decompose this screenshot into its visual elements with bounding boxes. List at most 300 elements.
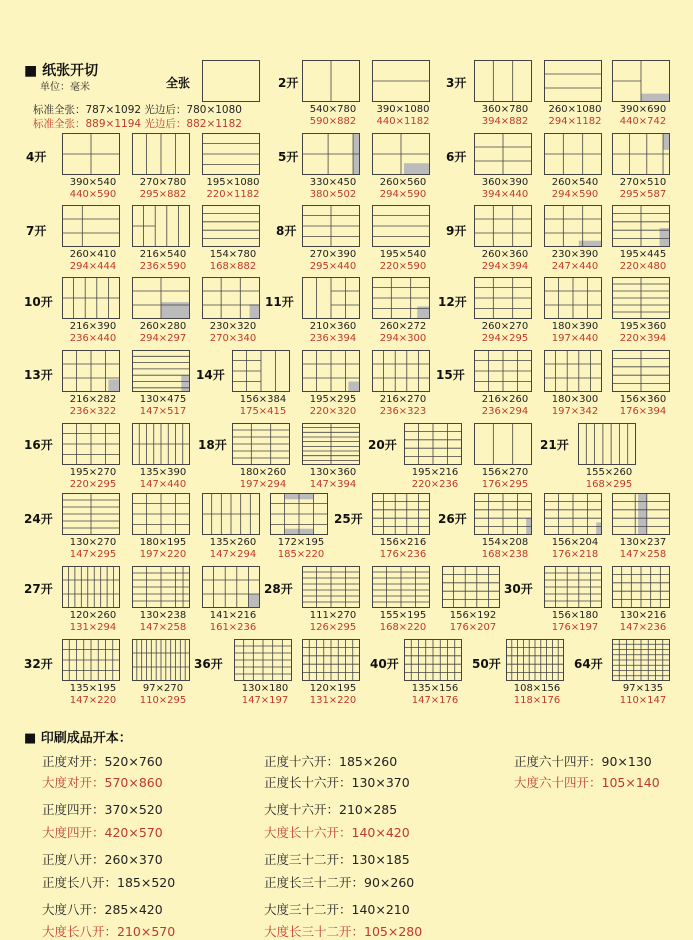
cut-diagram [234, 639, 292, 681]
cut-diagram [474, 277, 532, 319]
cut-item [474, 423, 536, 491]
size-standard: 130×475 [139, 394, 187, 405]
cut-item [62, 277, 124, 345]
cut-diagram [372, 133, 430, 175]
print-size-item: 正度长三十二开：90×260 [264, 875, 415, 890]
size-standard: 330×450 [309, 177, 357, 188]
size-standard: 260×410 [69, 249, 117, 260]
cut-diagram [302, 639, 360, 681]
cut-label-12: 13开 [24, 368, 53, 382]
cut-item [62, 350, 124, 418]
size-large: 147×440 [139, 479, 187, 490]
cut-diagram [62, 350, 120, 392]
size-standard: 216×540 [139, 249, 187, 260]
cut-item [132, 493, 194, 561]
cut-item [506, 639, 568, 707]
cut-diagram [232, 423, 290, 465]
size-standard: 135×390 [139, 467, 187, 478]
cut-item [302, 133, 364, 201]
cut-item [132, 423, 194, 491]
cut-label-21: 26开 [438, 512, 467, 526]
cut-item [612, 60, 674, 128]
size-large: 131×220 [309, 695, 357, 706]
cut-item [372, 566, 434, 634]
size-standard: 260×1080 [548, 104, 602, 115]
size-large: 294×300 [379, 333, 427, 344]
size-standard: 97×270 [142, 683, 184, 694]
cut-item [442, 566, 504, 634]
cut-diagram [62, 423, 120, 465]
size-standard: 97×135 [622, 683, 664, 694]
print-size-item: 大度六十四开：105×140 [514, 775, 660, 790]
cut-item [202, 493, 264, 561]
size-standard: 260×270 [481, 321, 529, 332]
size-large: 220×480 [619, 261, 667, 272]
cut-diagram [474, 423, 532, 465]
waste-area [404, 163, 430, 175]
size-large: 236×440 [69, 333, 117, 344]
cut-diagram [132, 639, 190, 681]
cut-diagram [474, 493, 532, 535]
cut-diagram [404, 423, 462, 465]
cut-diagram [202, 493, 260, 535]
cut-diagram [302, 566, 360, 608]
section-title-cut: ■ 纸张开切 [24, 63, 99, 79]
print-size-item: 大度四开：420×570 [42, 825, 163, 840]
size-standard: 216×390 [69, 321, 117, 332]
cut-item [62, 639, 124, 707]
print-size-item: 正度八开：260×370 [42, 852, 163, 867]
standard-full-size: 标准全张：787×1092 光边后：780×1080 [33, 104, 242, 116]
cut-label-7: 8开 [276, 224, 297, 238]
cut-diagram [62, 133, 120, 175]
size-standard: 154×208 [481, 537, 529, 548]
print-size-item: 大度长八开：210×570 [42, 924, 176, 939]
size-large: 161×236 [209, 622, 257, 633]
cut-label-14: 15开 [436, 368, 465, 382]
cut-label-19: 24开 [24, 512, 53, 526]
cut-item [544, 566, 606, 634]
cut-item [544, 277, 606, 345]
size-standard: 135×260 [209, 537, 257, 548]
cut-diagram [544, 493, 602, 535]
cut-item [302, 60, 364, 128]
print-size-item: 正度十六开：185×260 [264, 754, 398, 769]
cut-label-28: 50开 [472, 657, 501, 671]
cut-diagram [372, 493, 430, 535]
cut-diagram [302, 205, 360, 247]
size-large: 176×218 [551, 549, 599, 560]
size-large: 295×440 [309, 261, 357, 272]
size-large: 176×394 [619, 406, 667, 417]
size-large: 294×444 [69, 261, 117, 272]
cut-item [302, 350, 364, 418]
cut-diagram [544, 566, 602, 608]
cut-label-26: 36开 [194, 657, 223, 671]
cut-item [372, 60, 434, 128]
size-standard: 156×180 [551, 610, 599, 621]
cut-label-3: 4开 [26, 150, 47, 164]
cut-diagram [544, 205, 602, 247]
cut-item [544, 205, 606, 273]
cut-item [474, 133, 536, 201]
cut-diagram [474, 133, 532, 175]
size-large: 294×1182 [548, 116, 602, 127]
size-standard: 180×300 [551, 394, 599, 405]
cut-diagram [232, 350, 290, 392]
cut-diagram [132, 205, 190, 247]
cut-item [474, 493, 536, 561]
size-standard: 216×260 [481, 394, 529, 405]
cut-diagram [372, 277, 430, 319]
size-large: 168×295 [585, 479, 633, 490]
size-large: 176×295 [481, 479, 529, 490]
size-large: 175×415 [239, 406, 287, 417]
cut-diagram [612, 350, 670, 392]
cut-label-0: 全张 [166, 76, 191, 90]
cut-item [372, 350, 434, 418]
cut-item [404, 639, 466, 707]
size-large: 147×517 [139, 406, 187, 417]
cut-label-5: 6开 [446, 150, 467, 164]
cut-item [544, 133, 606, 201]
size-standard: 141×216 [209, 610, 257, 621]
size-standard: 130×216 [619, 610, 667, 621]
size-large: 147×197 [241, 695, 289, 706]
cut-item [270, 493, 332, 561]
size-large: 131×294 [69, 622, 117, 633]
size-large: 185×220 [277, 549, 325, 560]
size-standard: 172×195 [277, 537, 325, 548]
cut-diagram [302, 350, 360, 392]
cut-diagram [612, 277, 670, 319]
cut-diagram [612, 205, 670, 247]
size-large: 197×440 [551, 333, 599, 344]
cut-diagram [442, 566, 500, 608]
size-standard: 130×270 [69, 537, 117, 548]
cut-item [132, 639, 194, 707]
cut-diagram [578, 423, 636, 465]
cut-item [132, 350, 194, 418]
size-standard: 390×1080 [376, 104, 430, 115]
size-large: 294×590 [551, 189, 599, 200]
size-standard: 156×384 [239, 394, 287, 405]
size-large: 236×590 [139, 261, 187, 272]
size-large: 118×176 [513, 695, 561, 706]
size-large: 236×322 [69, 406, 117, 417]
cut-label-20: 25开 [334, 512, 363, 526]
size-standard: 195×360 [619, 321, 667, 332]
cut-item [612, 566, 674, 634]
print-size-item: 大度长三十二开：105×280 [264, 924, 423, 939]
cut-diagram [506, 639, 564, 681]
cut-item [544, 60, 606, 128]
size-standard: 130×237 [619, 537, 667, 548]
size-large: 110×147 [619, 695, 667, 706]
cut-item [612, 277, 674, 345]
cut-item [62, 133, 124, 201]
size-large: 394×882 [481, 116, 529, 127]
size-standard: 130×360 [309, 467, 357, 478]
cut-item [612, 639, 674, 707]
cut-diagram [544, 350, 602, 392]
size-standard: 270×390 [309, 249, 357, 260]
waste-area [663, 133, 670, 150]
cut-label-25: 32开 [24, 657, 53, 671]
waste-area [248, 594, 260, 608]
size-standard: 120×195 [309, 683, 357, 694]
cut-label-11: 12开 [438, 295, 467, 309]
cut-item [302, 639, 364, 707]
cut-diagram [404, 639, 462, 681]
size-large: 220×236 [411, 479, 459, 490]
print-size-item: 正度长十六开：130×370 [264, 775, 410, 790]
cut-diagram [474, 205, 532, 247]
large-full-size: 标准全张：889×1194 光边后：882×1182 [33, 118, 242, 130]
cut-item [202, 205, 264, 273]
size-standard: 135×195 [69, 683, 117, 694]
cut-diagram [132, 350, 190, 392]
cut-diagram [612, 566, 670, 608]
cut-label-8: 9开 [446, 224, 467, 238]
size-large: 440×742 [619, 116, 667, 127]
cut-diagram [202, 60, 260, 102]
cut-item [544, 350, 606, 418]
size-large: 294×394 [481, 261, 529, 272]
size-standard: 540×780 [309, 104, 357, 115]
print-size-item: 大度八开：285×420 [42, 902, 163, 917]
size-large: 440×1182 [376, 116, 430, 127]
print-size-item: 大度三十二开：140×210 [264, 902, 410, 917]
size-standard: 390×540 [69, 177, 117, 188]
print-size-item: 正度长八开：185×520 [42, 875, 176, 890]
cut-label-22: 27开 [24, 582, 53, 596]
size-standard: 230×390 [551, 249, 599, 260]
cut-item [612, 350, 674, 418]
cut-item [474, 350, 536, 418]
cut-item [578, 423, 640, 491]
cut-diagram [612, 493, 670, 535]
size-standard: 270×510 [619, 177, 667, 188]
cut-diagram [544, 277, 602, 319]
cut-diagram [132, 277, 190, 319]
size-large: 168×238 [481, 549, 529, 560]
size-large: 236×323 [379, 406, 427, 417]
cut-diagram [474, 60, 532, 102]
size-standard: 156×204 [551, 537, 599, 548]
cut-item [132, 566, 194, 634]
cut-item [612, 205, 674, 273]
cut-item [62, 205, 124, 273]
size-standard: 270×780 [139, 177, 187, 188]
cut-item [234, 639, 296, 707]
size-large: 147×236 [619, 622, 667, 633]
size-standard: 195×270 [69, 467, 117, 478]
size-standard: 260×540 [551, 177, 599, 188]
size-large: 294×297 [139, 333, 187, 344]
size-standard: 156×360 [619, 394, 667, 405]
waste-area [250, 304, 260, 319]
cut-item [474, 60, 536, 128]
cut-diagram [132, 133, 190, 175]
print-size-item: 正度六十四开：90×130 [514, 754, 652, 769]
cut-diagram [270, 493, 328, 535]
cut-diagram [372, 60, 430, 102]
cut-label-2: 3开 [446, 76, 467, 90]
size-large: 126×295 [309, 622, 357, 633]
cut-label-18: 21开 [540, 438, 569, 452]
size-standard: 195×216 [411, 467, 459, 478]
size-large: 270×340 [209, 333, 257, 344]
cut-item [132, 277, 194, 345]
size-standard: 111×270 [309, 610, 357, 621]
cut-item [302, 566, 364, 634]
size-standard: 135×156 [411, 683, 459, 694]
size-standard: 180×195 [139, 537, 187, 548]
size-standard: 155×260 [585, 467, 633, 478]
waste-area [641, 94, 670, 102]
cut-diagram [612, 60, 670, 102]
cut-diagram [612, 639, 670, 681]
size-standard: 130×238 [139, 610, 187, 621]
cut-item [612, 133, 674, 201]
cut-diagram [202, 277, 260, 319]
size-large: 147×220 [69, 695, 117, 706]
cut-diagram [62, 639, 120, 681]
size-large: 236×394 [309, 333, 357, 344]
size-large: 295×587 [619, 189, 667, 200]
size-large: 220×590 [379, 261, 427, 272]
cut-item [302, 205, 364, 273]
cut-diagram [202, 133, 260, 175]
size-large: 220×1182 [206, 189, 260, 200]
size-large: 440×590 [69, 189, 117, 200]
print-size-item: 大度对开：570×860 [42, 775, 163, 790]
size-large: 197×220 [139, 549, 187, 560]
size-large: 294×295 [481, 333, 529, 344]
cut-item [404, 423, 466, 491]
cut-diagram [302, 60, 360, 102]
waste-area [108, 379, 120, 392]
cut-label-29: 64开 [574, 657, 603, 671]
cut-item [302, 423, 364, 491]
size-large: 168×882 [209, 261, 257, 272]
waste-area [660, 228, 670, 247]
cut-label-15: 16开 [24, 438, 53, 452]
size-large: 147×295 [69, 549, 117, 560]
size-standard: 390×690 [619, 104, 667, 115]
cut-diagram [62, 493, 120, 535]
size-standard: 120×260 [69, 610, 117, 621]
cut-item [372, 205, 434, 273]
cut-diagram [372, 205, 430, 247]
cut-item [372, 493, 434, 561]
size-standard: 180×260 [239, 467, 287, 478]
cut-diagram [544, 133, 602, 175]
size-standard: 260×560 [379, 177, 427, 188]
cut-item [302, 277, 364, 345]
size-standard: 230×320 [209, 321, 257, 332]
size-large: 176×207 [449, 622, 497, 633]
cut-label-27: 40开 [370, 657, 399, 671]
size-standard: 155×195 [379, 610, 427, 621]
cut-item [62, 566, 124, 634]
size-standard: 156×270 [481, 467, 529, 478]
cut-label-13: 14开 [196, 368, 225, 382]
cut-item [232, 350, 294, 418]
size-large: 220×394 [619, 333, 667, 344]
cut-item [202, 133, 264, 201]
size-large: 147×258 [139, 622, 187, 633]
unit-label: 单位：毫米 [40, 82, 90, 93]
cut-diagram [544, 60, 602, 102]
size-standard: 210×360 [309, 321, 357, 332]
size-standard: 130×180 [241, 683, 289, 694]
size-large: 147×394 [309, 479, 357, 490]
size-standard: 154×780 [209, 249, 257, 260]
cut-label-9: 10开 [24, 295, 53, 309]
cut-diagram [132, 566, 190, 608]
section-title-print: ■ 印刷成品开本： [24, 731, 132, 746]
cut-diagram [302, 423, 360, 465]
cut-item [372, 277, 434, 345]
cut-label-6: 7开 [26, 224, 47, 238]
size-large: 380×502 [309, 189, 357, 200]
size-large: 220×320 [309, 406, 357, 417]
size-standard: 216×282 [69, 394, 117, 405]
cut-item [62, 423, 124, 491]
size-large: 295×882 [139, 189, 187, 200]
cut-item [202, 566, 264, 634]
cut-item [612, 493, 674, 561]
cut-item [474, 205, 536, 273]
print-size-item: 正度对开：520×760 [42, 754, 163, 769]
cut-diagram [612, 133, 670, 175]
cut-item [202, 277, 264, 345]
size-large: 168×220 [379, 622, 427, 633]
size-large: 247×440 [551, 261, 599, 272]
size-large: 294×590 [379, 189, 427, 200]
cut-label-10: 11开 [265, 295, 294, 309]
size-standard: 108×156 [513, 683, 561, 694]
print-size-item: 正度四开：370×520 [42, 802, 163, 817]
size-large: 197×342 [551, 406, 599, 417]
cut-label-17: 20开 [368, 438, 397, 452]
cut-label-16: 18开 [198, 438, 227, 452]
cut-diagram [132, 423, 190, 465]
size-large: 236×294 [481, 406, 529, 417]
cut-diagram [62, 277, 120, 319]
cut-diagram [302, 277, 360, 319]
cut-diagram [62, 205, 120, 247]
cut-label-24: 30开 [504, 582, 533, 596]
cut-label-23: 28开 [264, 582, 293, 596]
size-standard: 180×390 [551, 321, 599, 332]
size-standard: 195×295 [309, 394, 357, 405]
cut-item [62, 493, 124, 561]
size-large: 176×236 [379, 549, 427, 560]
size-standard: 260×272 [379, 321, 427, 332]
size-standard: 195×1080 [206, 177, 260, 188]
cut-item [474, 277, 536, 345]
size-standard: 216×270 [379, 394, 427, 405]
cut-diagram [202, 566, 260, 608]
size-standard: 260×360 [481, 249, 529, 260]
size-standard: 195×540 [379, 249, 427, 260]
size-standard: 360×780 [481, 104, 529, 115]
size-large: 394×440 [481, 189, 529, 200]
size-large: 176×197 [551, 622, 599, 633]
